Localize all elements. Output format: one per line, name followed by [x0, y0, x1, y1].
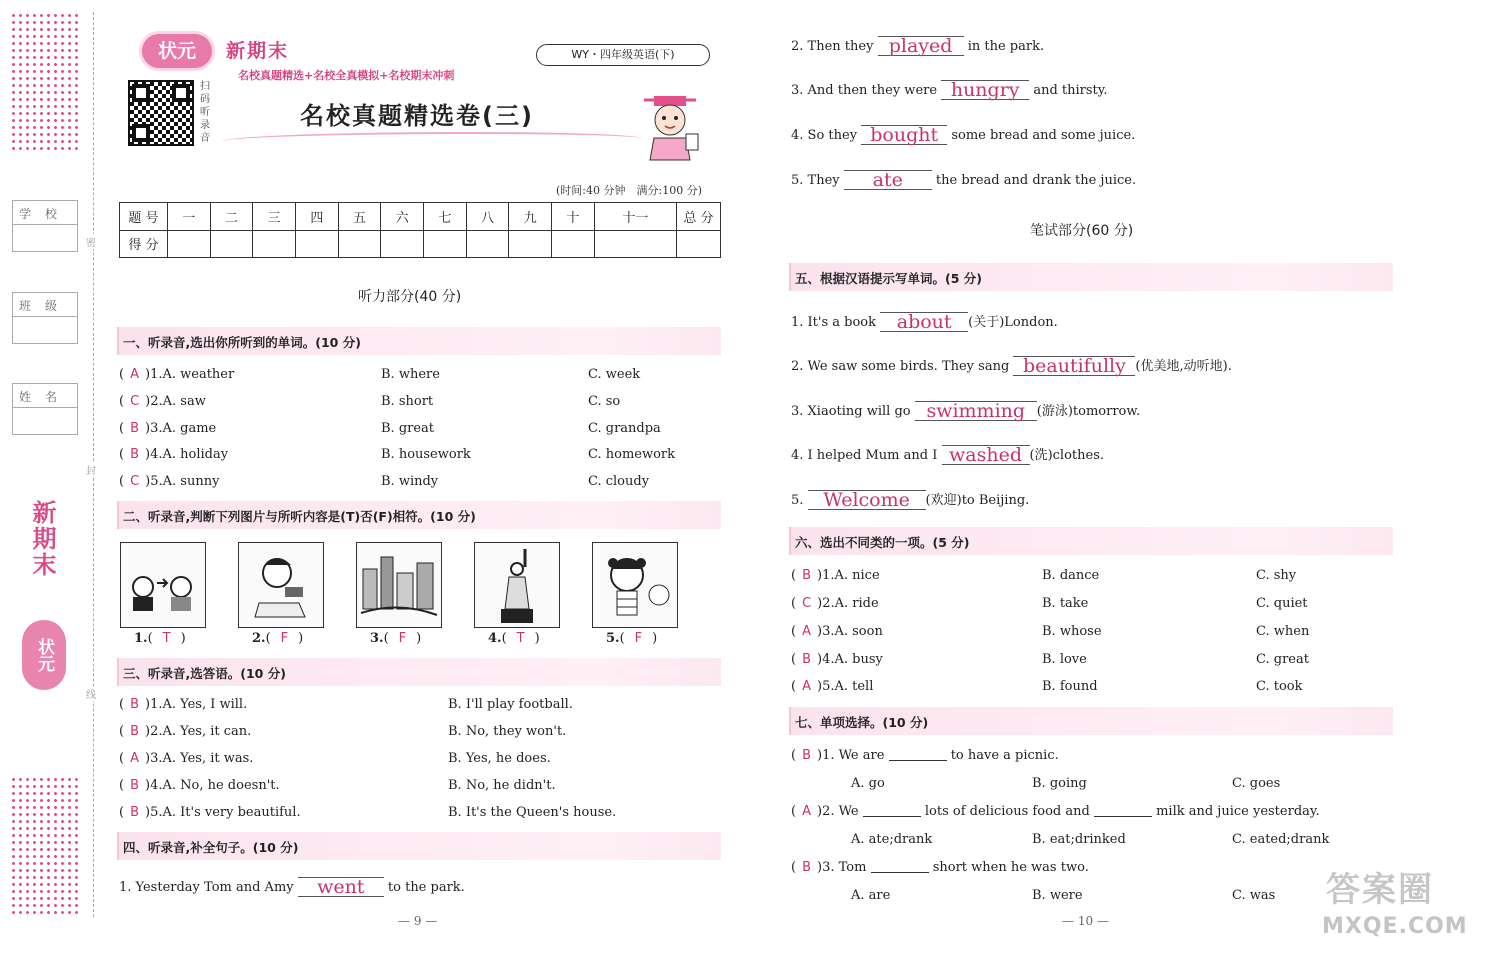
class-field[interactable]	[12, 292, 78, 344]
s1-answer: C	[130, 394, 140, 409]
paper-title: 名校真题精选卷(三)	[300, 102, 534, 130]
s7-blank[interactable]	[871, 872, 929, 873]
s6-item-5[interactable]: ( A )5.A. tell	[791, 679, 874, 694]
section-1-title: 一、听录音,选出你所听到的单词。(10 分)	[117, 327, 721, 355]
score-cell[interactable]	[338, 230, 381, 258]
s1-option-b: B. windy	[381, 474, 439, 489]
s3-option-b: B. Yes, he does.	[448, 751, 551, 766]
s7-item-3[interactable]: ( B )3. Tom short when he was two.	[791, 860, 1089, 875]
school-field[interactable]	[12, 200, 78, 252]
s1-item-2[interactable]: ( C )2.A. saw	[119, 394, 206, 409]
watermark-logo: 答案圈	[1326, 870, 1434, 910]
section-6-title: 六、选出不同类的一项。(5 分)	[789, 527, 1393, 555]
s1-option-b: B. short	[381, 394, 434, 409]
s6-answer: B	[802, 652, 811, 667]
s7-answer: B	[802, 748, 811, 763]
s7-answer: B	[802, 860, 811, 875]
seal-mark-2: 封	[86, 462, 96, 477]
s7-blank[interactable]	[863, 816, 921, 817]
s2-item-1[interactable]: 1.( T )	[134, 631, 186, 646]
left-dot-pattern-top	[10, 12, 82, 154]
s5-item-3[interactable]: 3. Xiaoting will go swimming (游泳)tomorrow.	[791, 400, 1141, 422]
s1-option-c: C. cloudy	[588, 474, 650, 489]
s6-option-b: B. found	[1042, 679, 1098, 694]
s6-item-2[interactable]: ( C )2.A. ride	[791, 596, 879, 611]
s3-item-1[interactable]: ( B )1.A. Yes, I will.	[119, 697, 248, 712]
s3-answer: B	[130, 697, 139, 712]
page-number-left: — 9 —	[398, 914, 438, 928]
title-underline-dots	[330, 150, 640, 154]
s6-option-c: C. quiet	[1256, 596, 1308, 611]
score-cell[interactable]	[296, 230, 339, 258]
s1-option-c: C. week	[588, 367, 641, 382]
s6-option-c: C. took	[1256, 679, 1303, 694]
s1-answer: B	[130, 421, 139, 436]
s4-item-1[interactable]: 1. Yesterday Tom and Amy went to the park.	[119, 876, 465, 898]
s3-option-b: B. No, they won't.	[448, 724, 567, 739]
score-header-cell: 八	[466, 203, 509, 231]
seal-mark-3: 线	[86, 686, 96, 701]
picture-3-city-street	[356, 542, 442, 628]
s6-option-c: C. when	[1256, 624, 1310, 639]
score-cell[interactable]	[677, 230, 721, 258]
s1-answer: B	[130, 447, 139, 462]
s7-option-b: B. eat;drinked	[1032, 832, 1126, 847]
score-cell[interactable]	[253, 230, 296, 258]
tagline: 名校真题精选+名校全真模拟+名校期末冲刺	[238, 69, 455, 82]
s6-answer: A	[802, 624, 811, 639]
score-cell[interactable]	[509, 230, 552, 258]
s5-answer-blank[interactable]: washed	[942, 445, 1030, 465]
picture-4-statue-of-liberty	[474, 542, 560, 628]
score-table	[119, 202, 721, 258]
s5-answer-blank[interactable]: beautifully	[1013, 356, 1135, 376]
s7-option-b: B. were	[1032, 888, 1083, 903]
s7-option-b: B. going	[1032, 776, 1087, 791]
time-info: (时间:40 分钟 满分:100 分)	[556, 184, 702, 197]
s7-option-a: A. ate;drank	[851, 832, 933, 847]
s7-option-c: C. was	[1232, 888, 1276, 903]
s5-item-4[interactable]: 4. I helped Mum and I washed (洗)clothes.	[791, 444, 1105, 466]
s2-answer: F	[280, 631, 289, 646]
s1-answer: C	[130, 474, 140, 489]
s4-item-5[interactable]: 5. They ate the bread and drank the juice.	[791, 169, 1137, 191]
s1-item-4[interactable]: ( B )4.A. holiday	[119, 447, 229, 462]
s6-item-4[interactable]: ( B )4.A. busy	[791, 652, 883, 667]
s1-option-b: B. great	[381, 421, 435, 436]
s6-option-c: C. shy	[1256, 568, 1297, 583]
s5-answer-blank[interactable]: swimming	[915, 401, 1037, 421]
s1-answer: A	[130, 367, 139, 382]
s6-option-c: C. great	[1256, 652, 1309, 667]
s3-answer: B	[130, 724, 139, 739]
s4-item-4[interactable]: 4. So they bought some bread and some juice.	[791, 124, 1136, 146]
s6-answer: B	[802, 568, 811, 583]
s6-item-3[interactable]: ( A )3.A. soon	[791, 624, 883, 639]
score-header-cell: 三	[253, 203, 296, 231]
section-2-title: 二、听录音,判断下列图片与所听内容是(T)否(F)相符。(10 分)	[117, 501, 721, 529]
s5-answer-blank[interactable]: about	[880, 312, 968, 332]
s3-answer: A	[130, 751, 139, 766]
seal-mark-1: 密	[86, 234, 96, 249]
score-header-cell: 十	[552, 203, 595, 231]
s1-option-c: C. grandpa	[588, 421, 661, 436]
score-cell[interactable]	[466, 230, 509, 258]
page-number-right: — 10 —	[1062, 914, 1109, 928]
score-cell[interactable]	[552, 230, 595, 258]
score-cell[interactable]	[594, 230, 676, 258]
s3-answer: B	[130, 805, 139, 820]
score-header-cell: 六	[381, 203, 424, 231]
s7-answer: A	[802, 804, 811, 819]
s3-item-5[interactable]: ( B )5.A. It's very beautiful.	[119, 805, 301, 820]
score-row-label: 得 分	[120, 230, 168, 258]
score-header-cell: 十一	[594, 203, 676, 231]
score-header-cell: 五	[338, 203, 381, 231]
picture-1-friends-meeting	[120, 542, 206, 628]
side-brand-text: 新期末	[28, 500, 56, 578]
qr-code[interactable]	[128, 80, 194, 146]
s5-item-5[interactable]: 5. Welcome (欢迎)to Beijing.	[791, 489, 1030, 511]
mascot-scholar-icon	[636, 90, 704, 162]
s7-item-2[interactable]: ( A )2. We lots of delicious food and milk and juice yesterday.	[791, 804, 1320, 819]
side-logo-badge: 状元	[22, 620, 66, 690]
score-header-cell: 七	[424, 203, 467, 231]
s7-option-c: C. goes	[1232, 776, 1281, 791]
score-cell[interactable]	[168, 230, 211, 258]
s5-answer-blank[interactable]: Welcome	[808, 490, 926, 510]
s2-item-2[interactable]: 2.( F )	[252, 631, 304, 646]
section-3-title: 三、听录音,选答语。(10 分)	[117, 658, 721, 686]
qr-hint: 扫码听录音	[200, 81, 210, 144]
score-header-cell: 一	[168, 203, 211, 231]
s4-answer-blank[interactable]: ate	[844, 170, 932, 190]
score-header-cell: 四	[296, 203, 339, 231]
s6-item-1[interactable]: ( B )1.A. nice	[791, 568, 880, 583]
score-table-score-row	[120, 230, 721, 258]
score-cell[interactable]	[381, 230, 424, 258]
s2-item-5[interactable]: 5.( F )	[606, 631, 658, 646]
s4-answer-blank[interactable]: bought	[861, 125, 947, 145]
s6-option-b: B. dance	[1042, 568, 1100, 583]
school-label: 学校	[13, 201, 77, 225]
s6-answer: C	[802, 596, 812, 611]
picture-2-boy-eating	[238, 542, 324, 628]
s6-answer: A	[802, 679, 811, 694]
s6-option-b: B. take	[1042, 596, 1089, 611]
s3-option-b: B. No, he didn't.	[448, 778, 556, 793]
s5-item-2[interactable]: 2. We saw some birds. They sang beautifully (优美地,动听地).	[791, 355, 1232, 377]
s3-answer: B	[130, 778, 139, 793]
watermark-url: MXQE.COM	[1322, 914, 1468, 939]
s2-item-4[interactable]: 4.( T )	[488, 631, 540, 646]
section-7-title: 七、单项选择。(10 分)	[789, 707, 1393, 735]
s4-answer-blank[interactable]: hungry	[941, 80, 1029, 100]
s7-blank[interactable]	[889, 760, 947, 761]
section-4-title: 四、听录音,补全句子。(10 分)	[117, 832, 721, 860]
writing-heading: 笔试部分(60 分)	[1030, 223, 1134, 239]
s1-item-1[interactable]: ( A )1.A. weather	[119, 367, 235, 382]
score-header-cell: 题 号	[120, 203, 168, 231]
name-field[interactable]	[12, 383, 78, 435]
s3-option-b: B. I'll play football.	[448, 697, 573, 712]
s3-item-3[interactable]: ( A )3.A. Yes, it was.	[119, 751, 254, 766]
title-swoosh	[222, 132, 642, 148]
s4-answer-blank[interactable]: played	[878, 36, 964, 56]
s1-option-b: B. where	[381, 367, 440, 382]
score-table-header-row	[120, 203, 721, 231]
s7-option-a: A. go	[851, 776, 885, 791]
picture-5-girl-with-badge	[592, 542, 678, 628]
s1-option-c: C. so	[588, 394, 621, 409]
s3-option-b: B. It's the Queen's house.	[448, 805, 617, 820]
score-header-cell: 总 分	[677, 203, 721, 231]
s3-item-4[interactable]: ( B )4.A. No, he doesn't.	[119, 778, 280, 793]
s5-item-1[interactable]: 1. It's a book about (关于)London.	[791, 311, 1058, 333]
score-header-cell: 二	[210, 203, 253, 231]
name-label: 姓名	[13, 384, 77, 408]
left-dot-pattern-bottom	[10, 776, 82, 916]
s2-answer: T	[516, 631, 525, 646]
class-label: 班级	[13, 293, 77, 317]
grade-badge: WY・四年级英语(下)	[536, 44, 710, 66]
s7-item-1[interactable]: ( B )1. We are to have a picnic.	[791, 748, 1059, 763]
s2-item-3[interactable]: 3.( F )	[370, 631, 422, 646]
listening-heading: 听力部分(40 分)	[358, 289, 462, 305]
s7-option-a: A. are	[851, 888, 891, 903]
s7-blank[interactable]	[1094, 816, 1152, 817]
s1-item-3[interactable]: ( B )3.A. game	[119, 421, 217, 436]
s4-item-3[interactable]: 3. And then they were hungry and thirsty.	[791, 79, 1108, 101]
score-header-cell: 九	[509, 203, 552, 231]
score-cell[interactable]	[424, 230, 467, 258]
logo-badge: 状元	[142, 34, 212, 68]
s6-option-b: B. whose	[1042, 624, 1102, 639]
score-cell[interactable]	[210, 230, 253, 258]
s7-option-c: C. eated;drank	[1232, 832, 1330, 847]
s2-answer: T	[162, 631, 171, 646]
s4-item-2[interactable]: 2. Then they played in the park.	[791, 35, 1045, 57]
s1-option-c: C. homework	[588, 447, 676, 462]
s1-option-b: B. housework	[381, 447, 471, 462]
s3-item-2[interactable]: ( B )2.A. Yes, it can.	[119, 724, 252, 739]
series-title: 新期末	[226, 40, 290, 62]
s6-option-b: B. love	[1042, 652, 1087, 667]
section-5-title: 五、根据汉语提示写单词。(5 分)	[789, 263, 1393, 291]
s2-answer: F	[398, 631, 407, 646]
s2-answer: F	[634, 631, 643, 646]
s1-item-5[interactable]: ( C )5.A. sunny	[119, 474, 220, 489]
s4-answer-blank[interactable]: went	[298, 877, 384, 897]
